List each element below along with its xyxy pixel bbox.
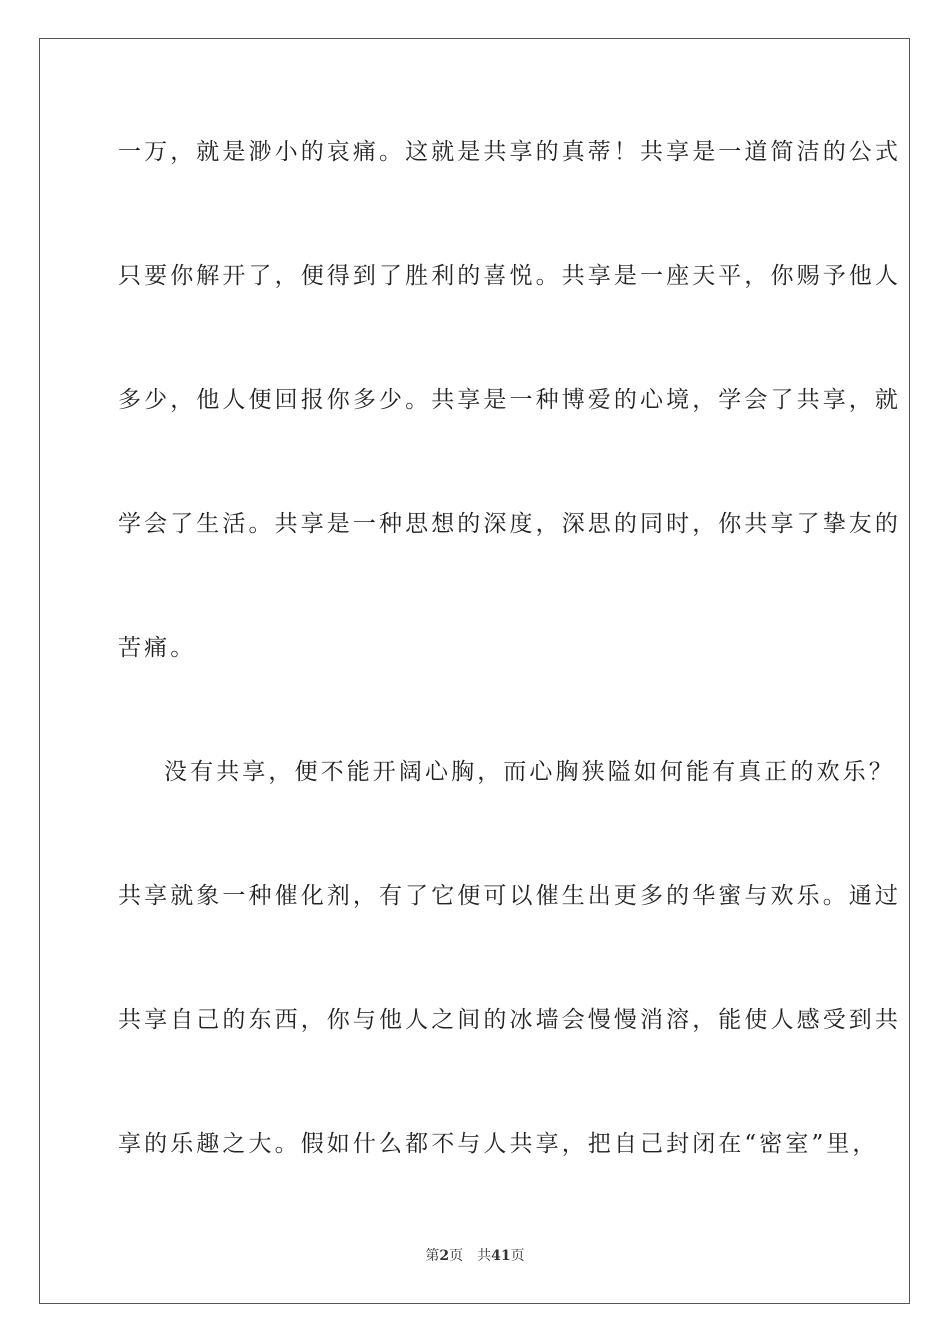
total-suffix: 页 [510, 1248, 525, 1264]
body-line-7: 共享就象一种催化剂，有了它便可以催生出更多的华蜜与欢乐。通过 [118, 883, 901, 909]
body-line-6-paragraph-start: 没有共享，便不能开阔心胸，而心胸狭隘如何能有真正的欢乐？ [164, 759, 895, 785]
page-suffix: 页 [449, 1248, 464, 1264]
body-line-8: 共享自己的东西，你与他人之间的冰墙会慢慢消溶，能使人感受到共 [118, 1007, 901, 1033]
body-line-4: 学会了生活。共享是一种思想的深度，深思的同时，你共享了挚友的 [118, 511, 901, 537]
page-prefix: 第 [425, 1248, 440, 1264]
body-line-5: 苦痛。 [118, 635, 197, 661]
body-line-3: 多少，他人便回报你多少。共享是一种博爱的心境，学会了共享，就 [118, 387, 901, 413]
body-line-2: 只要你解开了，便得到了胜利的喜悦。共享是一座天平，你赐予他人 [118, 263, 901, 289]
total-prefix: 共 [477, 1248, 492, 1264]
page-number: 2 [439, 1248, 450, 1264]
body-line-9: 享的乐趣之大。假如什么都不与人共享，把自己封闭在“密室”里， [118, 1131, 879, 1157]
body-line-1: 一万，就是渺小的哀痛。这就是共享的真蒂！共享是一道简洁的公式 [118, 139, 901, 165]
page-total: 41 [491, 1248, 511, 1264]
page-border [39, 38, 910, 1304]
page-footer [0, 1246, 950, 1266]
